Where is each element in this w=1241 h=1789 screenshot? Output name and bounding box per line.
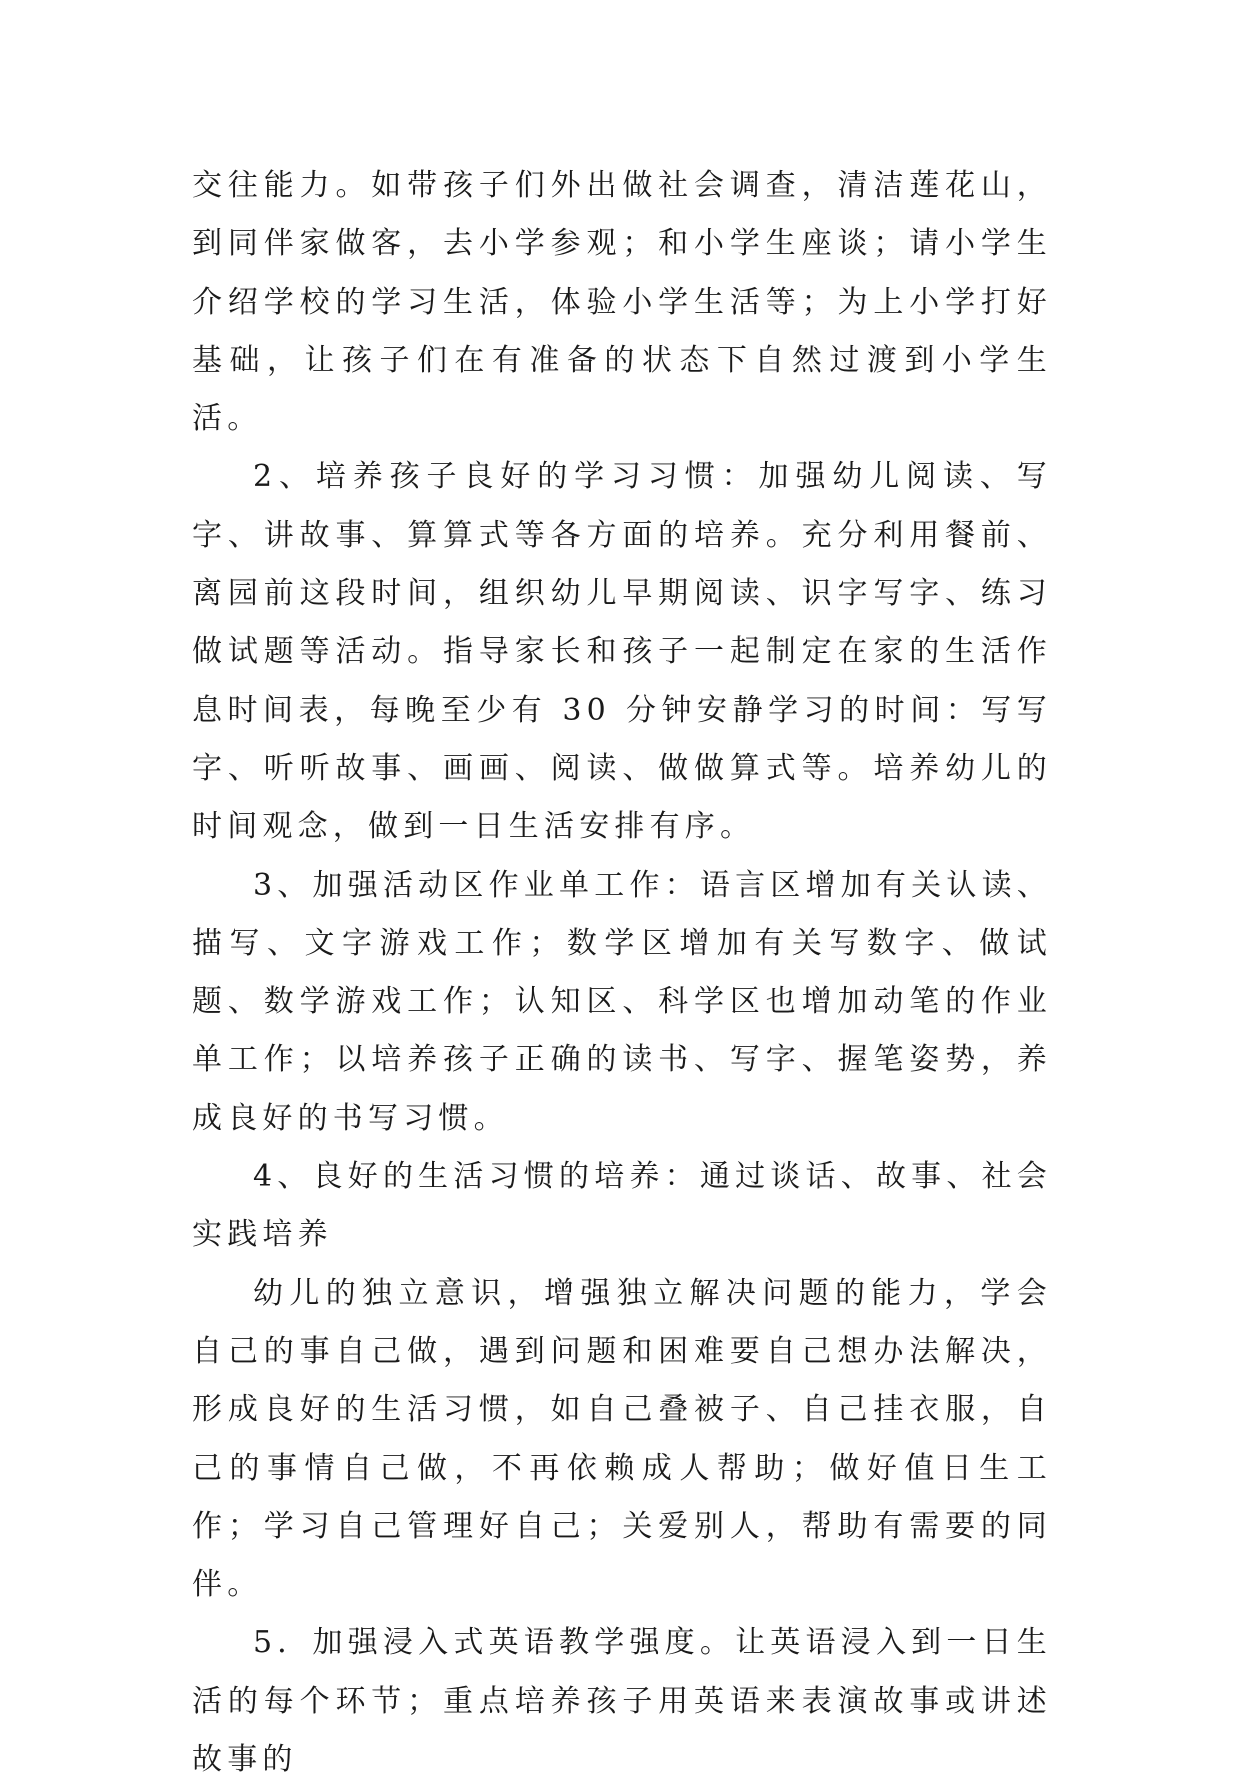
paragraph-continuation: 交往能力。如带孩子们外出做社会调查，清洁莲花山，到同伴家做客，去小学参观；和小学生座谈；请小学生介绍学校的学习生活，体验小学生活等；为上小学打好基础，让孩子们在有准备的状态下自然过渡到小学生活。 <box>192 168 1052 437</box>
paragraph-item-4-continued: 幼儿的独立意识，增强独立解决问题的能力，学会自己的事自己做，遇到问题和困难要自己想办法解决，形成良好的生活习惯，如自己叠被子、自己挂衣服，自己的事情自己做，不再依赖成人帮助；做好值日生工作；学习自己管理好自己；关爱别人，帮助有需要的同伴。 <box>192 1275 1052 1603</box>
paragraph-item-3: 3、加强活动区作业单工作：语言区增加有关认读、描写、文字游戏工作；数学区增加有关写数字、做试题、数学游戏工作；认知区、科学区也增加动笔的作业单工作；以培养孩子正确的读书、写字、握笔姿势，养成良好的书写习惯。 <box>192 867 1052 1136</box>
document-body <box>192 157 1052 1789</box>
paragraph-item-5: 5．加强浸入式英语教学强度。让英语浸入到一日生活的每个环节；重点培养孩子用英语来表演故事或讲述故事的 <box>192 1625 1052 1778</box>
paragraph-item-4: 4、良好的生活习惯的培养：通过谈话、故事、社会实践培养 <box>192 1159 1052 1253</box>
paragraph-item-2: 2、培养孩子良好的学习习惯：加强幼儿阅读、写字、讲故事、算算式等各方面的培养。充分利用餐前、离园前这段时间，组织幼儿早期阅读、识字写字、练习做试题等活动。指导家长和孩子一起制定在家的生活作息时间表，每晚至少有 30 分钟安静学习的时间：写写字、听听故事、画画、阅读、做做算式等。培养幼儿的时间观念，做到一日生活安排有序。 <box>192 459 1052 845</box>
